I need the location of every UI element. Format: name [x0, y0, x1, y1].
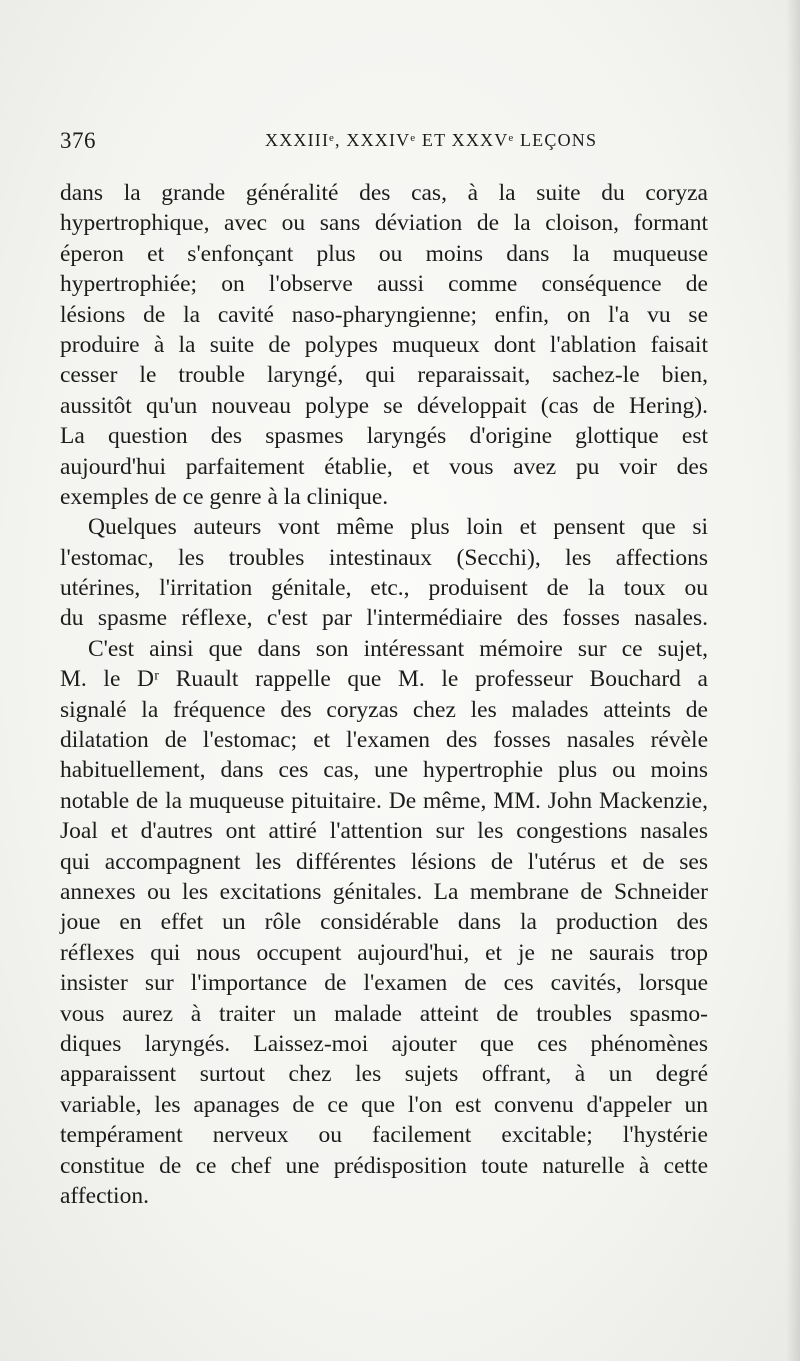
- text-line: vous aurez à traiter un malade atteint de troubles spasmo-: [60, 1000, 708, 1027]
- text-line: constitue de ce chef une prédisposition toute naturelle à cette: [60, 1152, 708, 1179]
- body-text: [60, 178, 708, 1211]
- text-line: utérines, l'irritation génitale, etc., produisent de la toux ou: [60, 575, 708, 602]
- text-line: insister sur l'importance de l'examen de ces cavités, lorsque: [60, 970, 708, 997]
- text-line: aujourd'hui parfaitement établie, et vous avez pu voir des: [60, 453, 708, 480]
- text-line: affection.: [60, 1182, 149, 1209]
- text-line: éperon et s'enfonçant plus ou moins dans la muqueuse: [60, 240, 708, 267]
- text-line: qui accompagnent les différentes lésions de l'utérus et de ses: [60, 848, 708, 875]
- text-line: habituellement, dans ces cas, une hypertrophie plus ou moins: [60, 757, 708, 784]
- text-line: tempérament nerveux ou facilement excitable; l'hystérie: [60, 1122, 708, 1149]
- page-number: 376: [60, 128, 96, 153]
- page-header: [60, 128, 720, 160]
- text-line: hypertrophique, avec ou sans déviation de la cloison, formant: [60, 210, 708, 237]
- text-line: aussitôt qu'un nouveau polype se développait (cas de Hering).: [60, 392, 708, 419]
- text-line: dans la grande généralité des cas, à la suite du coryza: [60, 180, 708, 206]
- text-line: M. le Dʳ Ruault rappelle que M. le professeur Bouchard a: [60, 666, 708, 693]
- text-line: variable, les apanages de ce que l'on est convenu d'appeler un: [60, 1091, 708, 1118]
- text-line: La question des spasmes laryngés d'origine glottique est: [60, 423, 708, 450]
- text-line: annexes ou les excitations génitales. La membrane de Schneider: [60, 878, 708, 905]
- running-title: XXXIIIᵉ, XXXIVᵉ ET XXXVᵉ LEÇONS: [265, 130, 598, 150]
- text-line: Joal et d'autres ont attiré l'attention sur les congestions nasales: [60, 818, 708, 845]
- text-line: produire à la suite de polypes muqueux dont l'ablation faisait: [60, 331, 708, 358]
- text-line: cesser le trouble laryngé, qui reparaissait, sachez-le bien,: [60, 362, 708, 389]
- text-line: signalé la fréquence des coryzas chez les malades atteints de: [60, 696, 708, 723]
- text-line: joue en effet un rôle considérable dans la production des: [60, 909, 708, 936]
- text-line: Quelques auteurs vont même plus loin et pensent que si: [88, 514, 708, 541]
- text-line: hypertrophiée; on l'observe aussi comme conséquence de: [60, 271, 708, 298]
- text-line: dilatation de l'estomac; et l'examen des fosses nasales révèle: [60, 727, 708, 754]
- text-line: lésions de la cavité naso-pharyngienne; enfin, on l'a vu se: [60, 301, 708, 328]
- text-line: l'estomac, les troubles intestinaux (Secchi), les affections: [60, 544, 708, 571]
- text-line: exemples de ce genre à la clinique.: [60, 483, 389, 510]
- text-line: apparaissent surtout chez les sujets offrant, à un degré: [60, 1061, 708, 1088]
- text-line: C'est ainsi que dans son intéressant mémoire sur ce sujet,: [88, 635, 708, 662]
- text-line: diques laryngés. Laissez-moi ajouter que ces phénomènes: [60, 1030, 708, 1057]
- page-gutter-shadow: [786, 0, 800, 1361]
- text-line: réflexes qui nous occupent aujourd'hui, et je ne saurais trop: [60, 939, 708, 966]
- text-line: notable de la muqueuse pituitaire. De même, MM. John Mackenzie,: [60, 787, 708, 814]
- text-line: du spasme réflexe, c'est par l'intermédiaire des fosses nasales.: [60, 605, 708, 632]
